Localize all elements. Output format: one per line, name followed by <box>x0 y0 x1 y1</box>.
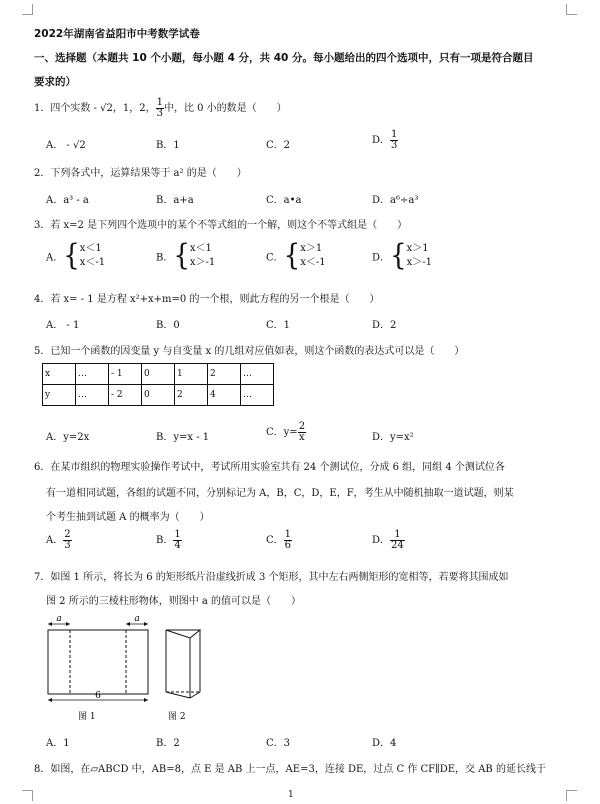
q4-option-d[interactable]: D．2 <box>372 320 397 331</box>
q1-option-c[interactable]: C．2 <box>266 140 291 151</box>
q1-sqrt: √2 <box>100 103 113 114</box>
figure-1-diagram <box>40 612 160 712</box>
question-6-line3: 个考生抽到试题 A 的概率为（ ） <box>46 512 210 523</box>
figure-1-caption: 图 1 <box>78 712 96 722</box>
question-4-stem: 4．若 x= - 1 是方程 x²+x+m=0 的一个根，则此方程的另一个根是（ ） <box>34 294 380 305</box>
table-cell: … <box>241 364 274 385</box>
q2-option-a[interactable]: A．a³ - a <box>46 195 89 206</box>
table-cell: 2 <box>208 364 241 385</box>
table-cell: 0 <box>142 385 175 406</box>
section-header-line1: 一、选择题（本题共 10 个小题，每小题 4 分，共 40 分。每小题给出的四个选项中，只有一项是符合题目 <box>34 52 534 64</box>
table-cell: y <box>43 385 76 406</box>
corner-mark-bottom-left <box>22 790 33 801</box>
question-8-stem: 8．如图，在▱ABCD 中，AB=8，点 E 是 AB 上一点，AE=3，连接 DE，过点 C 作 CF∥DE，交 AB 的延长线于 <box>34 764 546 775</box>
table-row <box>43 385 274 406</box>
question-7-line2: 图 2 所示的三棱柱形物体，则图中 a 的值可以是（ ） <box>46 596 302 607</box>
q5-option-c[interactable]: C．y= $\frac{2}{x}$ <box>266 421 306 443</box>
q7-option-b[interactable]: B．2 <box>156 738 180 749</box>
q2-option-b[interactable]: B．a+a <box>156 195 194 206</box>
figure-2-caption: 图 2 <box>168 712 186 722</box>
q1-post-text: 中，比 0 小的数是（ ） <box>163 103 287 114</box>
table-cell: 2 <box>175 385 208 406</box>
page-title: 2022年湖南省益阳市中考数学试卷 <box>34 28 200 40</box>
q4-option-a[interactable]: A． - 1 <box>46 320 80 331</box>
q2-option-d[interactable]: D．a⁶÷a³ <box>372 195 419 206</box>
fig1-rectangle <box>48 630 148 694</box>
page-number: 1 <box>288 790 294 800</box>
q7-option-a[interactable]: A．1 <box>46 738 70 749</box>
q5-option-a[interactable]: A．y=2x <box>46 432 90 443</box>
q6-option-a[interactable]: A． $\frac{2}{3}$ <box>46 529 71 551</box>
corner-mark-bottom-right <box>566 790 577 801</box>
table-cell: - 1 <box>109 364 142 385</box>
table-row <box>43 364 274 385</box>
q1-mid-text: ，1，2， <box>112 103 156 114</box>
question-7-line1: 7．如图 1 所示，将长为 6 的矩形纸片沿虚线折成 3 个矩形，其中左右两侧矩形的宽相等，若要将其围成如 <box>34 572 509 583</box>
q6-option-b[interactable]: B． $\frac{1}{4}$ <box>156 529 181 551</box>
section-header-line2: 要求的） <box>34 76 76 88</box>
table-cell: 4 <box>208 385 241 406</box>
q3-option-d[interactable]: D．{x＞1 x＞-1 <box>372 239 432 273</box>
q3-option-c[interactable]: C．{x＞1 x＜-1 <box>266 239 326 273</box>
question-3-stem: 3．若 x=2 是下列四个选项中的某个不等式组的一个解，则这个不等式组是（ ） <box>34 220 408 231</box>
table-cell: … <box>241 385 274 406</box>
table-cell: x <box>43 364 76 385</box>
fig1-label-length: 6 <box>95 691 101 701</box>
q1-option-d[interactable]: D． $\frac{1}{3}$ <box>372 129 398 151</box>
q1-option-b[interactable]: B．1 <box>156 140 180 151</box>
q2-option-c[interactable]: C．a•a <box>266 195 302 206</box>
q4-option-c[interactable]: C．1 <box>266 320 291 331</box>
q7-option-c[interactable]: C．3 <box>266 738 291 749</box>
q1-option-a[interactable]: A． - √2 <box>46 140 86 151</box>
table-cell: - 2 <box>109 385 142 406</box>
question-6-line2: 有一道相同试题，各组的试题不同，分别标记为 A，B，C，D，E，F，考生从中随机抽取一道试题，则某 <box>46 488 514 499</box>
q3-option-a[interactable]: A．{x＜1 x＜-1 <box>46 239 106 273</box>
question-6-line1: 6．在某市组织的物理实验操作考试中，考试所用实验室共有 24 个测试位，分成 6 组，同组 4 个测试位各 <box>34 462 505 473</box>
fig1-label-a-left: a <box>56 614 62 624</box>
value-table <box>42 363 274 406</box>
question-2-stem: 2．下列各式中，运算结果等于 a² 的是（ ） <box>34 168 247 179</box>
corner-mark-top-left <box>22 4 33 15</box>
q5-option-b[interactable]: B．y=x - 1 <box>156 432 210 443</box>
fig1-label-a-right: a <box>134 614 140 624</box>
q4-option-b[interactable]: B．0 <box>156 320 180 331</box>
question-5-stem: 5．已知一个函数的因变量 y 与自变量 x 的几组对应值如表，则这个函数的表达式可以是（ ） <box>34 346 465 357</box>
q1-fraction: $\frac{1}{3}$ <box>156 97 163 119</box>
q1-pre-text: 1．四个实数 - <box>34 103 101 114</box>
corner-mark-top-right <box>566 4 577 15</box>
figure-2-prism <box>160 622 210 702</box>
q3-option-b[interactable]: B．{x＜1 x＞-1 <box>156 239 216 273</box>
table-cell: 0 <box>142 364 175 385</box>
table-cell: 1 <box>175 364 208 385</box>
question-1-stem <box>34 98 287 119</box>
q6-option-c[interactable]: C． $\frac{1}{6}$ <box>266 529 292 551</box>
table-cell: … <box>76 385 109 406</box>
q5-option-d[interactable]: D．y=x² <box>372 432 414 443</box>
q7-option-d[interactable]: D．4 <box>372 738 397 749</box>
table-cell: … <box>76 364 109 385</box>
q6-option-d[interactable]: D． $\frac{1}{24}$ <box>372 529 404 551</box>
